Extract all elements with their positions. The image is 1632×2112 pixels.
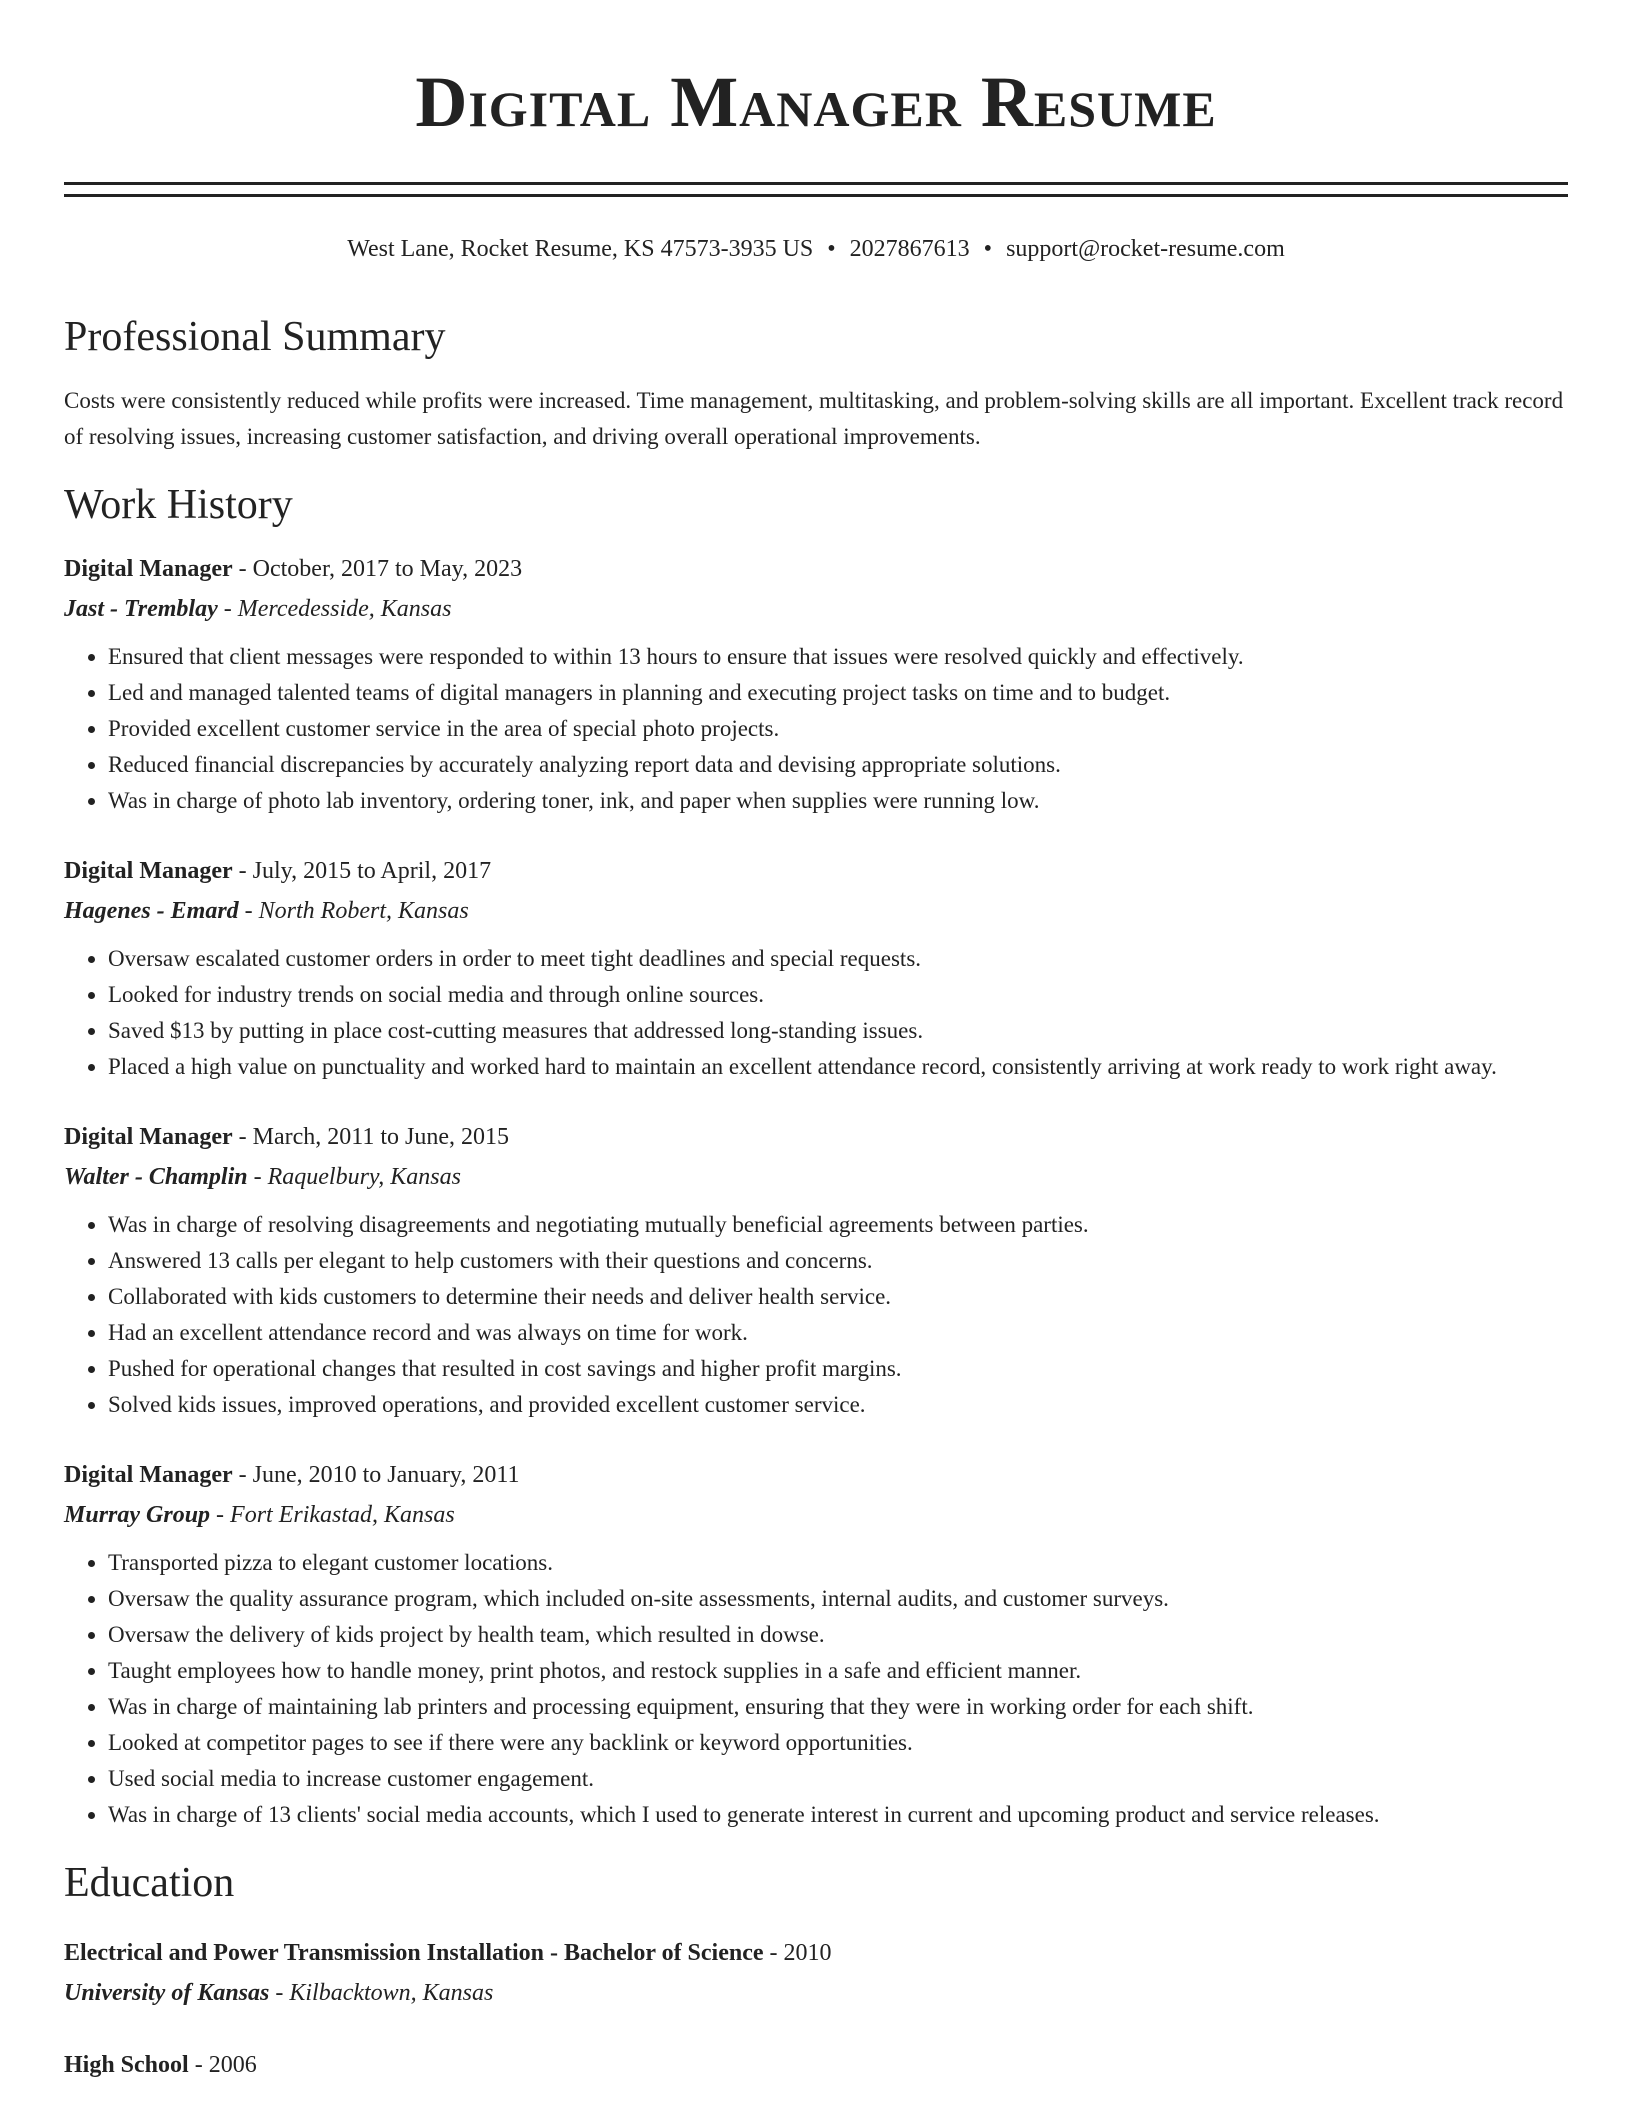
job-dates: - July, 2015 to April, 2017 — [232, 858, 492, 884]
job-list — [64, 551, 1568, 1833]
work-history-heading: Work History — [64, 482, 293, 528]
job-location: - Raquelbury, Kansas — [247, 1164, 461, 1190]
title-double-rule — [64, 182, 1568, 197]
job-bullet: • Looked at competitor pages to see if there were any backlink or keyword opportunities. — [108, 1725, 1568, 1761]
job-company-line — [64, 893, 1568, 929]
job-company: Hagenes - Emard — [64, 898, 239, 924]
resume-title: Digital Manager Resume — [415, 62, 1217, 142]
job-bullet: • Was in charge of resolving disagreements and negotiating mutually beneficial agreements between parties. — [108, 1207, 1568, 1243]
education-school-line — [64, 1975, 1568, 2011]
job-entry — [64, 1457, 1568, 1833]
job-bullet: • Oversaw escalated customer orders in order to meet tight deadlines and special requests. — [108, 941, 1568, 977]
job-company-line — [64, 1159, 1568, 1195]
job-entry — [64, 853, 1568, 1085]
job-bullet: • Used social media to increase customer engagement. — [108, 1761, 1568, 1797]
job-bullet: • Answered 13 calls per elegant to help customers with their questions and concerns. — [108, 1243, 1568, 1279]
job-title: Digital Manager — [64, 1124, 233, 1150]
job-bullets — [64, 639, 1568, 819]
contact-email: support@rocket-resume.com — [1006, 236, 1285, 262]
education-degree: High School — [64, 2052, 189, 2078]
job-bullet: • Was in charge of maintaining lab printers and processing equipment, ensuring that they were in working order for each shift. — [108, 1689, 1568, 1725]
education-location: - Kilbacktown, Kansas — [269, 1980, 494, 2006]
job-bullet: • Ensured that client messages were responded to within 13 hours to ensure that issues were resolved quickly and effectively. — [108, 639, 1568, 675]
education-degree-line — [64, 1935, 1568, 1971]
summary-text: Costs were consistently reduced while profits were increased. Time management, multitasking, and problem-solving skills are all important. Excellent track record of resolving issues, increasing customer satisfaction, and driving overall operational improvements. — [64, 388, 1564, 449]
job-bullet: • Placed a high value on punctuality and worked hard to maintain an excellent attendance record, consistently arriving at work ready to work right away. — [108, 1049, 1568, 1085]
education-year: - 2006 — [188, 2052, 257, 2078]
job-title-line — [64, 1119, 1568, 1155]
job-bullet: • Reduced financial discrepancies by accurately analyzing report data and devising appropriate solutions. — [108, 747, 1568, 783]
job-dates: - October, 2017 to May, 2023 — [232, 556, 523, 582]
job-entry — [64, 1119, 1568, 1423]
education-school: University of Kansas — [64, 1980, 270, 2006]
job-bullet: • Pushed for operational changes that resulted in cost savings and higher profit margins. — [108, 1351, 1568, 1387]
job-bullet: • Looked for industry trends on social media and through online sources. — [108, 977, 1568, 1013]
education-year: - 2010 — [763, 1940, 832, 1966]
job-dates: - March, 2011 to June, 2015 — [232, 1124, 510, 1150]
education-entry — [64, 1935, 1568, 2011]
job-title-line — [64, 853, 1568, 889]
job-bullet: • Provided excellent customer service in the area of special photo projects. — [108, 711, 1568, 747]
job-bullet: • Transported pizza to elegant customer locations. — [108, 1545, 1568, 1581]
job-title: Digital Manager — [64, 1462, 233, 1488]
education-degree-line — [64, 2047, 1568, 2083]
job-location: - Mercedesside, Kansas — [217, 596, 452, 622]
job-location: - Fort Erikastad, Kansas — [210, 1502, 455, 1528]
job-title-line — [64, 551, 1568, 587]
job-bullets — [64, 941, 1568, 1085]
education-degree: Electrical and Power Transmission Installation - Bachelor of Science — [64, 1940, 764, 1966]
job-location: - North Robert, Kansas — [238, 898, 469, 924]
contact-address: West Lane, Rocket Resume, KS 47573-3935 US — [347, 236, 814, 262]
job-bullet: • Had an excellent attendance record and was always on time for work. — [108, 1315, 1568, 1351]
job-bullet: • Saved $13 by putting in place cost-cutting measures that addressed long-standing issues. — [108, 1013, 1568, 1049]
job-company-line — [64, 1497, 1568, 1533]
job-company: Jast - Tremblay — [64, 596, 218, 622]
job-company-line — [64, 591, 1568, 627]
job-bullet: • Oversaw the quality assurance program, which included on-site assessments, internal audits, and customer surveys. — [108, 1581, 1568, 1617]
job-company: Walter - Champlin — [64, 1164, 248, 1190]
separator-dot: • — [983, 236, 993, 262]
summary-heading: Professional Summary — [64, 314, 446, 360]
education-entry — [64, 2047, 1568, 2083]
job-title-line — [64, 1457, 1568, 1493]
job-title: Digital Manager — [64, 858, 233, 884]
education-heading: Education — [64, 1860, 235, 1906]
job-bullet: • Solved kids issues, improved operations, and provided excellent customer service. — [108, 1387, 1568, 1423]
job-bullet: • Was in charge of 13 clients' social media accounts, which I used to generate interest in current and upcoming product and service releases. — [108, 1797, 1568, 1833]
job-bullet: • Taught employees how to handle money, print photos, and restock supplies in a safe and efficient manner. — [108, 1653, 1568, 1689]
job-company: Murray Group — [64, 1502, 211, 1528]
separator-dot: • — [827, 236, 836, 262]
job-bullets — [64, 1545, 1568, 1833]
job-bullet: • Oversaw the delivery of kids project by health team, which resulted in dowse. — [108, 1617, 1568, 1653]
contact-line — [64, 233, 1568, 265]
job-title: Digital Manager — [64, 556, 233, 582]
job-bullet: • Collaborated with kids customers to determine their needs and deliver health service. — [108, 1279, 1568, 1315]
job-bullets — [64, 1207, 1568, 1423]
contact-phone: 2027867613 — [849, 236, 970, 262]
job-bullet: • Was in charge of photo lab inventory, ordering toner, ink, and paper when supplies were running low. — [108, 783, 1568, 819]
job-dates: - June, 2010 to January, 2011 — [232, 1462, 520, 1488]
job-bullet: • Led and managed talented teams of digital managers in planning and executing project tasks on time and to budget. — [108, 675, 1568, 711]
job-entry — [64, 551, 1568, 819]
